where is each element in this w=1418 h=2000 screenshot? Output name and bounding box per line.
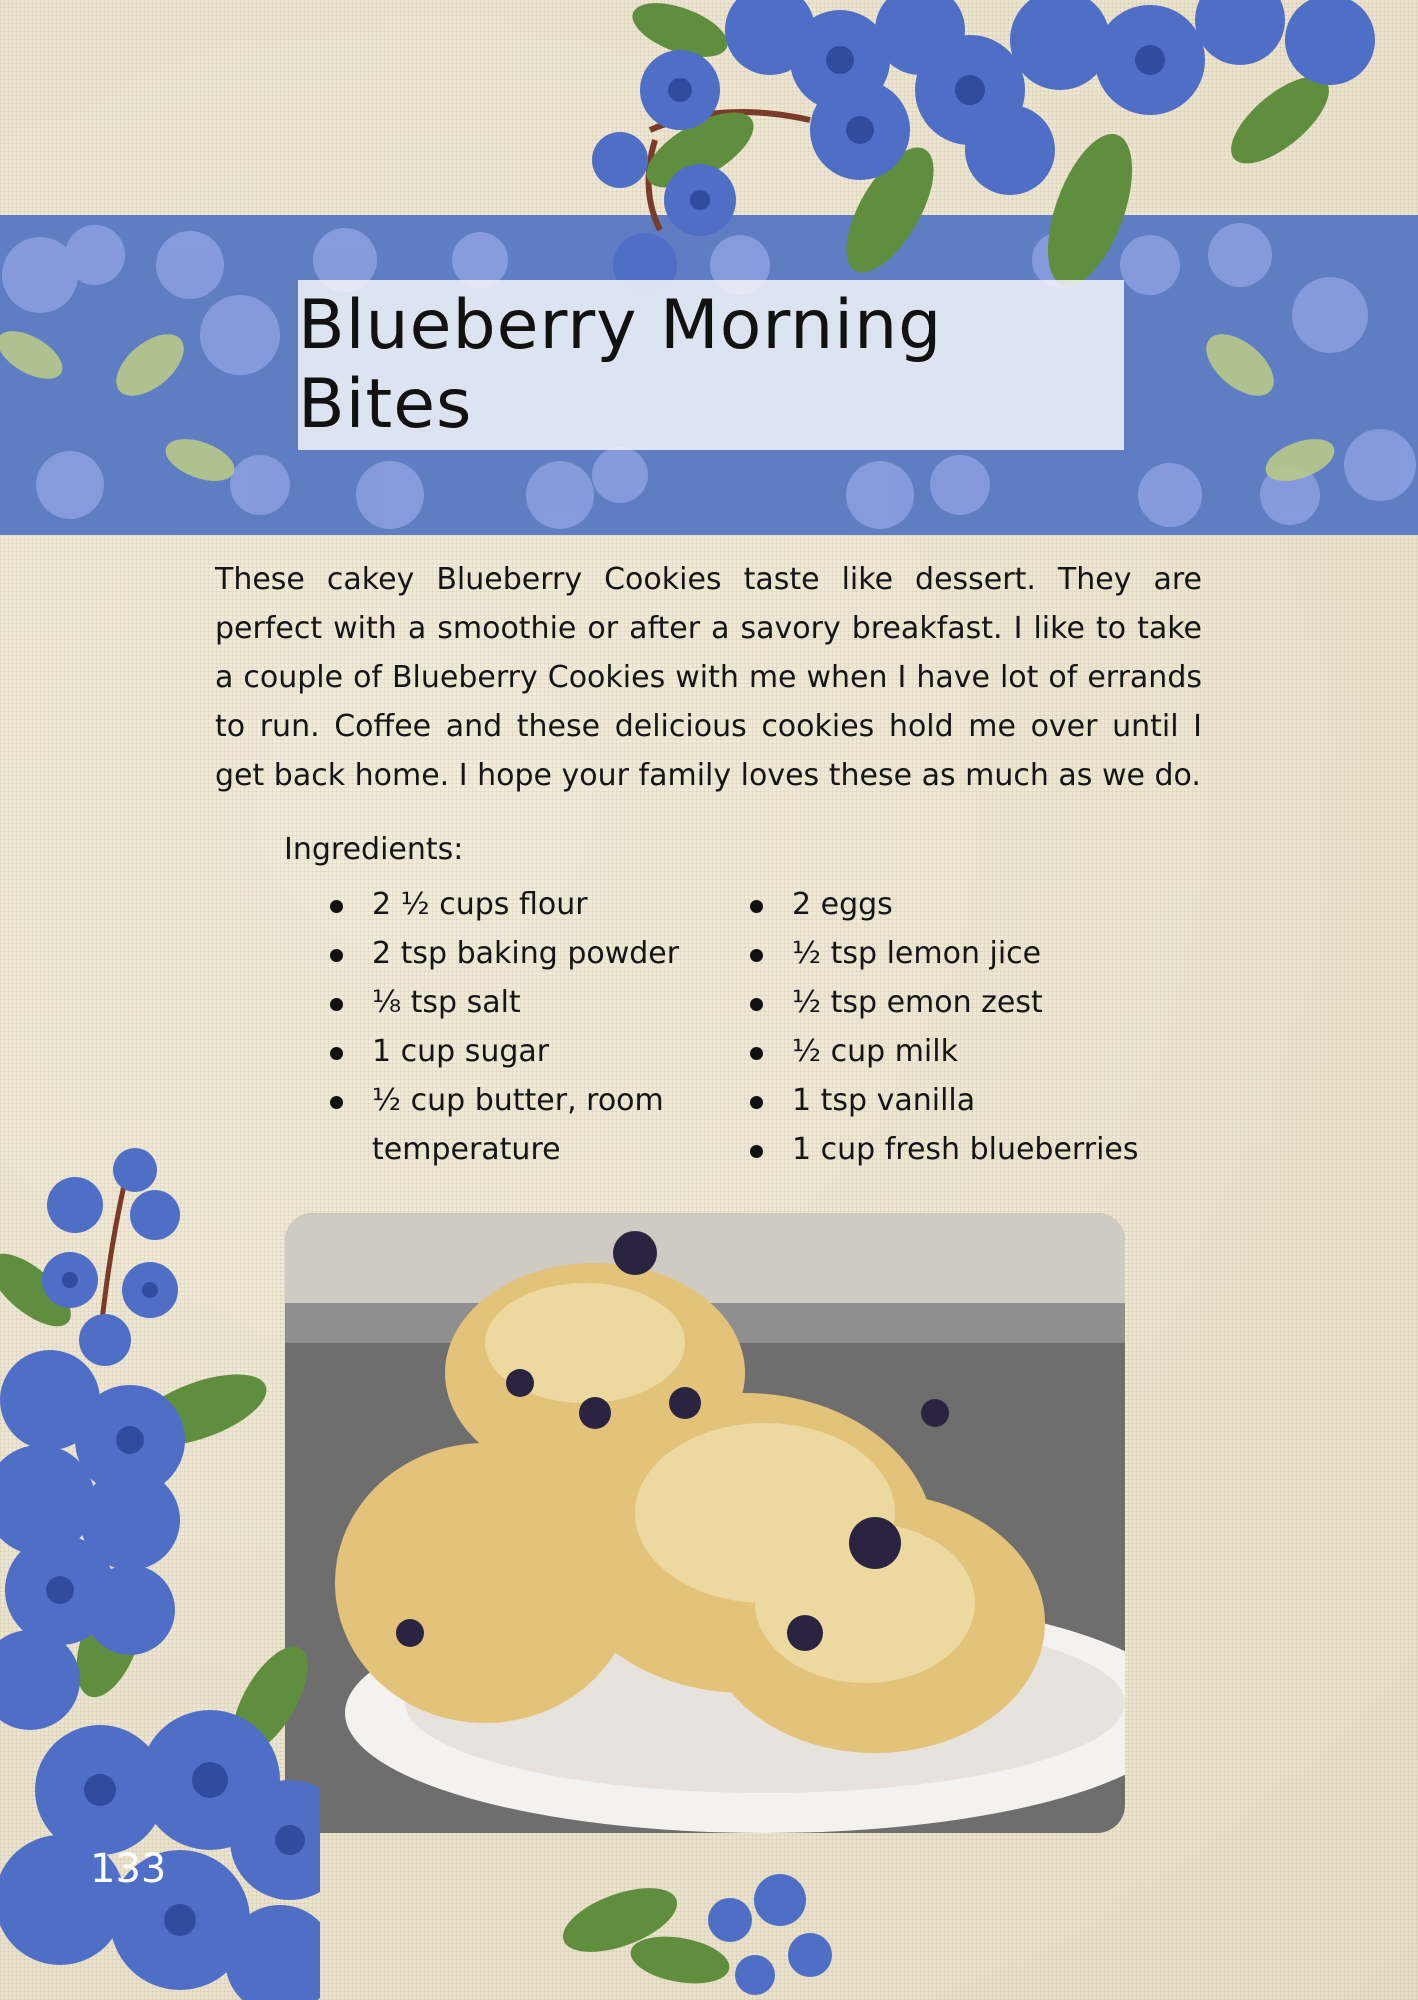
intro-paragraph: These cakey Blueberry Cookies taste like dessert. They are perfect with a smoothie or after a savory breakfast. I like to take a couple of Blueberry Cookies with me when I have lot of errands to run. Coffee and these delicious cookies hold me over until I get back home. I hope your family loves these as much as we do.: [215, 562, 1202, 793]
ingredients-heading: Ingredients:: [284, 832, 464, 867]
ingredient-item: ⅛ tsp salt: [328, 978, 708, 1027]
ingredient-item: 1 tsp vanilla: [748, 1076, 1168, 1125]
ingredient-item: 2 tsp baking powder: [328, 929, 708, 978]
ingredient-item: 1 cup sugar: [328, 1027, 708, 1076]
ingredients-list-left: [328, 880, 708, 1174]
ingredient-item: ½ tsp lemon jice: [748, 929, 1168, 978]
ingredient-item: 2 ½ cups flour: [328, 880, 708, 929]
bottom-blueberry-cluster: [560, 1860, 860, 2000]
ingredient-item: ½ cup butter, room temperature: [328, 1076, 708, 1174]
ingredient-item: 1 cup fresh blueberries: [748, 1125, 1168, 1174]
title-box: [298, 280, 1124, 450]
ingredient-item: ½ tsp emon zest: [748, 978, 1168, 1027]
page-title: Blueberry Morning Bites: [298, 286, 943, 444]
page-number: 133: [90, 1846, 167, 1892]
cookies-photo: [285, 1213, 1125, 1833]
ingredient-item: 2 eggs: [748, 880, 1168, 929]
ingredient-item: ½ cup milk: [748, 1027, 1168, 1076]
ingredients-list-right: [748, 880, 1168, 1174]
